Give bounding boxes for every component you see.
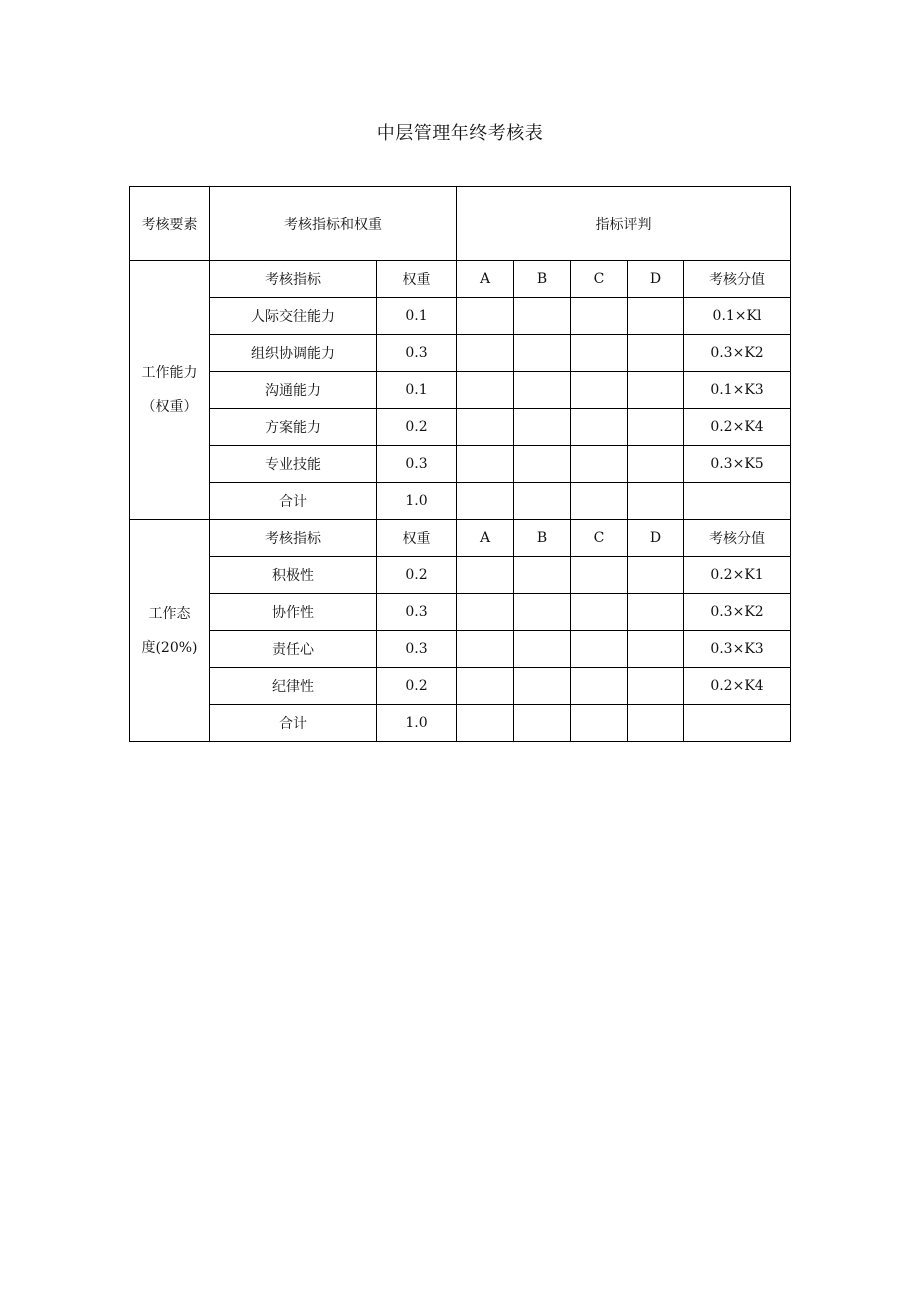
weight-cell: 0.3 — [377, 335, 457, 372]
grade-c-cell — [571, 335, 628, 372]
weight-cell: 0.2 — [377, 557, 457, 594]
table-row — [130, 335, 791, 372]
table-row — [130, 372, 791, 409]
total-empty-b-cell — [514, 483, 571, 520]
table-row — [130, 298, 791, 335]
grade-b-cell — [514, 594, 571, 631]
column-header-b: B — [514, 261, 571, 298]
grade-a-cell — [457, 298, 514, 335]
header-element-cell: 考核要素 — [130, 187, 210, 261]
score-cell: 0.2×K4 — [684, 409, 791, 446]
column-header-weight: 权重 — [377, 520, 457, 557]
score-cell: 0.2×K4 — [684, 668, 791, 705]
grade-a-cell — [457, 446, 514, 483]
grade-c-cell — [571, 409, 628, 446]
grade-d-cell — [628, 372, 684, 409]
column-header-c: C — [571, 520, 628, 557]
table-row — [130, 409, 791, 446]
grade-a-cell — [457, 335, 514, 372]
grade-b-cell — [514, 335, 571, 372]
grade-b-cell — [514, 446, 571, 483]
evaluation-table — [129, 186, 791, 742]
score-cell: 0.3×K3 — [684, 631, 791, 668]
column-header-a: A — [457, 520, 514, 557]
column-header-a: A — [457, 261, 514, 298]
section-label-line1: 工作能力 — [141, 365, 198, 381]
indicator-cell: 组织协调能力 — [210, 335, 377, 372]
column-header-b: B — [514, 520, 571, 557]
section-label-cell — [130, 520, 210, 742]
table-header-row — [130, 187, 791, 261]
total-empty-d-cell — [628, 483, 684, 520]
indicator-cell: 专业技能 — [210, 446, 377, 483]
section-label-cell — [130, 261, 210, 520]
grade-b-cell — [514, 372, 571, 409]
total-empty-score-cell — [684, 705, 791, 742]
total-empty-b-cell — [514, 705, 571, 742]
score-cell: 0.3×K2 — [684, 335, 791, 372]
score-cell: 0.2×K1 — [684, 557, 791, 594]
indicator-cell: 纪律性 — [210, 668, 377, 705]
grade-d-cell — [628, 298, 684, 335]
indicator-cell: 人际交往能力 — [210, 298, 377, 335]
weight-cell: 0.2 — [377, 409, 457, 446]
grade-c-cell — [571, 594, 628, 631]
grade-c-cell — [571, 298, 628, 335]
grade-c-cell — [571, 446, 628, 483]
indicator-cell: 方案能力 — [210, 409, 377, 446]
column-header-score: 考核分值 — [684, 520, 791, 557]
grade-b-cell — [514, 668, 571, 705]
weight-cell: 0.1 — [377, 372, 457, 409]
grade-a-cell — [457, 631, 514, 668]
weight-cell: 0.1 — [377, 298, 457, 335]
column-header-d: D — [628, 520, 684, 557]
table-row — [130, 668, 791, 705]
section-label-line1: 工作态 — [148, 605, 191, 622]
table-row — [130, 594, 791, 631]
grade-c-cell — [571, 557, 628, 594]
score-cell: 0.3×K2 — [684, 594, 791, 631]
grade-a-cell — [457, 594, 514, 631]
grade-d-cell — [628, 668, 684, 705]
total-empty-c-cell — [571, 483, 628, 520]
total-weight-cell: 1.0 — [377, 483, 457, 520]
indicator-cell: 责任心 — [210, 631, 377, 668]
section-label-line2: （权重） — [141, 399, 198, 415]
total-row — [130, 705, 791, 742]
grade-b-cell — [514, 631, 571, 668]
column-header-c: C — [571, 261, 628, 298]
column-header-indicator: 考核指标 — [210, 261, 377, 298]
indicator-cell: 积极性 — [210, 557, 377, 594]
grade-b-cell — [514, 557, 571, 594]
grade-d-cell — [628, 631, 684, 668]
grade-a-cell — [457, 409, 514, 446]
grade-b-cell — [514, 298, 571, 335]
grade-c-cell — [571, 372, 628, 409]
column-header-indicator: 考核指标 — [210, 520, 377, 557]
grade-d-cell — [628, 446, 684, 483]
weight-cell: 0.3 — [377, 446, 457, 483]
total-empty-a-cell — [457, 705, 514, 742]
total-label-cell: 合计 — [210, 705, 377, 742]
header-evaluation-cell: 指标评判 — [457, 187, 791, 261]
grade-b-cell — [514, 409, 571, 446]
weight-cell: 0.3 — [377, 631, 457, 668]
total-empty-a-cell — [457, 483, 514, 520]
section-column-header-row — [130, 261, 791, 298]
grade-a-cell — [457, 668, 514, 705]
grade-d-cell — [628, 335, 684, 372]
column-header-d: D — [628, 261, 684, 298]
total-empty-score-cell — [684, 483, 791, 520]
table-row — [130, 557, 791, 594]
table-row — [130, 631, 791, 668]
total-row — [130, 483, 791, 520]
grade-c-cell — [571, 631, 628, 668]
weight-cell: 0.3 — [377, 594, 457, 631]
section-column-header-row — [130, 520, 791, 557]
total-empty-c-cell — [571, 705, 628, 742]
section-label-line2: 度(20%) — [141, 639, 198, 656]
indicator-cell: 协作性 — [210, 594, 377, 631]
grade-c-cell — [571, 668, 628, 705]
weight-cell: 0.2 — [377, 668, 457, 705]
score-cell: 0.3×K5 — [684, 446, 791, 483]
grade-d-cell — [628, 557, 684, 594]
total-empty-d-cell — [628, 705, 684, 742]
page-title: 中层管理年终考核表 — [376, 123, 544, 144]
header-indicator-weight-cell: 考核指标和权重 — [210, 187, 457, 261]
grade-d-cell — [628, 409, 684, 446]
column-header-score: 考核分值 — [684, 261, 791, 298]
total-label-cell: 合计 — [210, 483, 377, 520]
score-cell: 0.1×K3 — [684, 372, 791, 409]
table-row — [130, 446, 791, 483]
grade-a-cell — [457, 372, 514, 409]
column-header-weight: 权重 — [377, 261, 457, 298]
grade-d-cell — [628, 594, 684, 631]
total-weight-cell: 1.0 — [377, 705, 457, 742]
score-cell: 0.1×Kl — [684, 298, 791, 335]
indicator-cell: 沟通能力 — [210, 372, 377, 409]
grade-a-cell — [457, 557, 514, 594]
